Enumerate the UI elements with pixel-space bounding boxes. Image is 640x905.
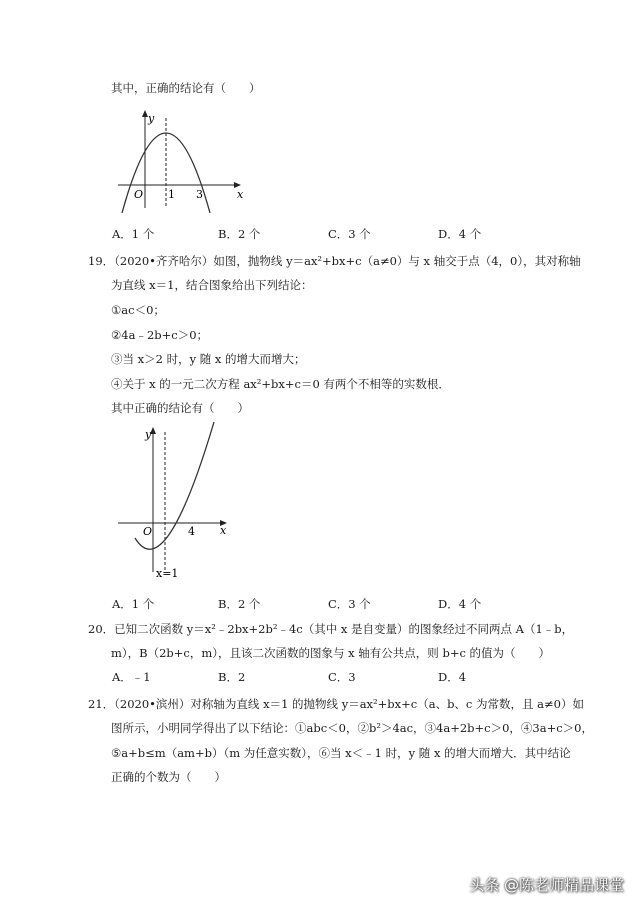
q19-axis-label: x=1 bbox=[156, 567, 179, 580]
q18-tick-1: 1 bbox=[168, 188, 175, 201]
q18-option-a[interactable]: A．1 个 bbox=[112, 227, 155, 241]
q19-stem-line1: 19．（2020•齐齐哈尔）如图，抛物线 y＝ax²+bx+c（a≠0）与 x 轴交于点（4，0），其对称轴 bbox=[88, 254, 581, 268]
q19-origin-label: O bbox=[143, 525, 153, 538]
q20-option-a[interactable]: A．﹣1 bbox=[112, 670, 151, 684]
q21-stem-line3: ⑤a+b≤m（am+b）（m 为任意实数），⑥当 x＜﹣1 时，y 随 x 的增大而增大．其中结论 bbox=[111, 746, 571, 760]
q19-option-c[interactable]: C．3 个 bbox=[328, 597, 371, 611]
q21-stem-line1: 21．（2020•滨州）对称轴为直线 x＝1 的抛物线 y＝ax²+bx+c（a、b、c 为常数，且 a≠0）如 bbox=[88, 697, 584, 711]
q19-conclusion-3: ③当 x＞2 时，y 随 x 的增大而增大； bbox=[111, 352, 306, 366]
q18-prompt: 其中，正确的结论有（ ） bbox=[111, 81, 261, 95]
q18-option-c[interactable]: C．3 个 bbox=[328, 227, 371, 241]
q19-parabola-graph bbox=[110, 422, 240, 582]
q18-y-label: y bbox=[148, 112, 155, 125]
q19-x-label: x bbox=[220, 524, 227, 537]
q19-prompt: 其中正确的结论有（ ） bbox=[111, 401, 249, 415]
q19-conclusion-4: ④关于 x 的一元二次方程 ax²+bx+c＝0 有两个不相等的实数根． bbox=[111, 377, 450, 391]
q18-option-b[interactable]: B．2 个 bbox=[218, 227, 261, 241]
q19-option-a[interactable]: A．1 个 bbox=[112, 597, 155, 611]
q19-y-label: y bbox=[145, 428, 152, 441]
q19-conclusion-1: ①ac＜0； bbox=[111, 303, 165, 317]
q20-option-d[interactable]: D．4 bbox=[438, 670, 467, 684]
q19-option-b[interactable]: B．2 个 bbox=[218, 597, 261, 611]
q20-stem-line1: 20．已知二次函数 y＝x²﹣2bx+2b²﹣4c（其中 x 是自变量）的图象经过不同两点 A（1﹣b， bbox=[88, 622, 574, 636]
q19-option-d[interactable]: D．4 个 bbox=[438, 597, 482, 611]
q21-stem-line2: 图所示，小明同学得出了以下结论：①abc＜0，②b²＞4ac，③4a+2b+c＞0，④3a+c＞0， bbox=[111, 721, 594, 735]
q19-conclusion-2: ②4a﹣2b+c＞0； bbox=[111, 328, 209, 342]
watermark: 头条 @陈老师精品课堂 bbox=[469, 876, 624, 894]
q20-stem-line2: m），B（2b+c，m），且该二次函数的图象与 x 轴有公共点，则 b+c 的值为（ ） bbox=[111, 646, 551, 660]
q18-parabola-graph bbox=[110, 108, 250, 218]
q20-option-c[interactable]: C．3 bbox=[328, 670, 356, 684]
q18-option-d[interactable]: D．4 个 bbox=[438, 227, 482, 241]
q19-stem-line2: 为直线 x＝1，结合图象给出下列结论： bbox=[111, 278, 313, 292]
q20-option-b[interactable]: B．2 bbox=[218, 670, 246, 684]
q18-x-label: x bbox=[237, 188, 244, 201]
q18-origin-label: O bbox=[134, 188, 144, 201]
q19-tick-4: 4 bbox=[188, 525, 195, 538]
q21-stem-line4: 正确的个数为（ ） bbox=[111, 770, 226, 784]
q18-tick-3: 3 bbox=[196, 188, 203, 201]
